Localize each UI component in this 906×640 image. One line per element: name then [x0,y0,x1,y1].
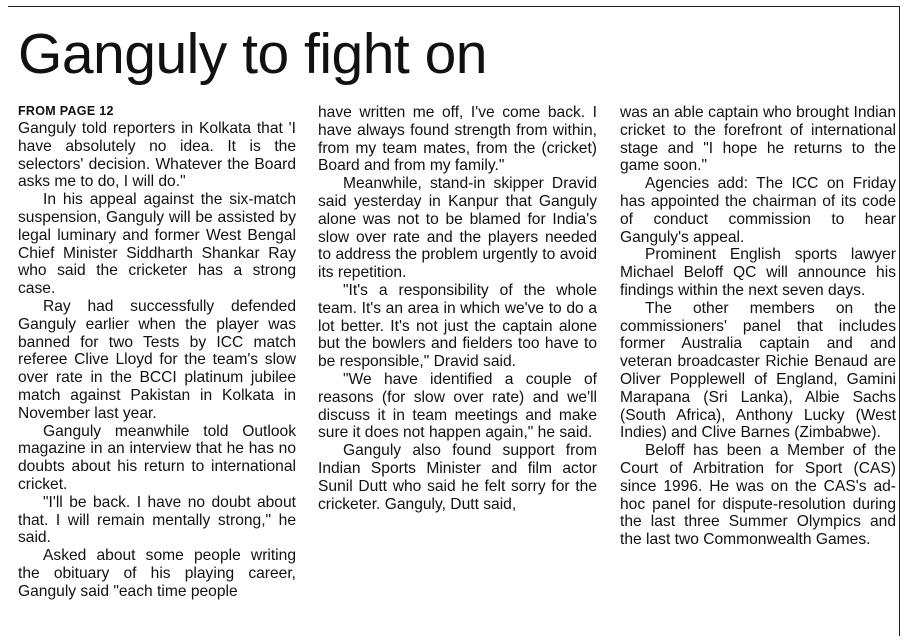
paragraph: Meanwhile, stand-in skipper Dravid said yesterday in Kanpur that Ganguly alone was not to be blamed for India's slow over rate and the players needed to address the problem urgently to avoid its repetition. [318,175,597,282]
paragraph: have written me off, I've come back. I have always found strength from within, from my team mates, from the (cricket) Board and from my family." [318,104,597,175]
headline: Ganguly to fight on [18,22,487,86]
paragraph: "We have identified a couple of reasons (for slow over rate) and we'll discuss it in team meetings and make sure it does not happen again," he said. [318,370,597,442]
paragraph: was an able captain who brought Indian cricket to the forefront of international stage and "I hope he returns to the game soon." [620,104,896,175]
paragraph: Prominent English sports lawyer Michael Beloff QC will announce his findings within the next seven days. [620,246,896,299]
paragraph: Asked about some people writing the obituary of his playing career, Ganguly said "each time people [18,547,296,600]
paragraph: In his appeal against the six-match suspension, Ganguly will be assisted by legal luminary and former West Bengal Chief Minister Siddharth Shankar Ray who said the cricketer has a strong case. [18,191,296,298]
article-column-1 [18,104,296,601]
paragraph: Beloff has been a Member of the Court of Arbitration for Sport (CAS) since 1996. He was on the CAS's ad-hoc panel for dispute-resolution during the last three Summer Olympics and the last two Commonwealth Games. [620,442,896,549]
paragraph: Agencies add: The ICC on Friday has appointed the chairman of its code of conduct commission to hear Ganguly's appeal. [620,175,896,246]
paragraph: "I'll be back. I have no doubt about that. I will remain mentally strong," he said. [18,493,296,547]
continuation-kicker: FROM PAGE 12 [18,104,114,118]
paragraph: "It's a responsibility of the whole team. It's an area in which we've to do a lot better. It's not just the captain alone but the bowlers and fielders too have to be responsible," Dravid said. [318,281,597,371]
paragraph: Ganguly also found support from Indian Sports Minister and film actor Sunil Dutt who said he felt sorry for the cricketer. Ganguly, Dutt said, [318,442,597,513]
paragraph: Ganguly told reporters in Kolkata that 'I have absolutely no idea. It is the selectors' decision. Whatever the Board asks me to do, I will do." [18,120,296,191]
article-column-2 [318,104,597,513]
paragraph: Ganguly meanwhile told Outlook magazine in an interview that he has no doubts about his return to international cricket. [18,422,296,493]
paragraph: Ray had successfully defended Ganguly earlier when the player was banned for two Tests by ICC match referee Clive Lloyd for the team's slow over rate in the BCCI platinum jubilee match against Pakistan in Kolkata in November last year. [18,297,296,422]
paragraph: The other members on the commissioners' panel that includes former Australia captain and and veteran broadcaster Richie Benaud are Oliver Popplewell of England, Gamini Marapana (Sri Lanka), Albie Sachs (South Africa), Anthony Lucky (West Indies) and Clive Barnes (Zimbabwe). [620,299,896,442]
article-column-3 [620,104,896,549]
